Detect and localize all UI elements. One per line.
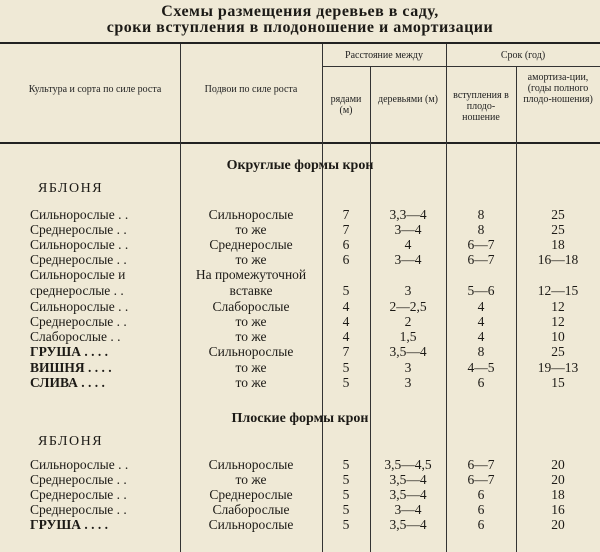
rootstock-cell: Сильнорослые — [208, 517, 294, 532]
fruiting-start-cell: 8 — [477, 207, 485, 222]
row-spacing-cell: 5 — [342, 502, 350, 517]
amortization-cell: 12 — [551, 299, 565, 314]
fruiting-start-cell: 5—6 — [467, 283, 495, 298]
table-row — [0, 344, 600, 359]
rootstock-cell: Среднерослые — [209, 237, 293, 252]
tree-spacing-cell: 1,5 — [399, 329, 417, 344]
header-distance: Расстояние между — [345, 50, 423, 61]
row-spacing-cell: 7 — [342, 344, 350, 359]
header-between-trees: деревьями (м) — [377, 94, 438, 105]
tree-spacing-cell: 3,5—4 — [389, 517, 427, 532]
tree-spacing-cell: 3,3—4 — [389, 207, 427, 222]
amortization-cell: 20 — [551, 517, 565, 532]
tree-spacing-cell: 2—2,5 — [389, 299, 427, 314]
culture-cell: Сильнорослые . . — [30, 299, 129, 314]
amortization-cell: 12—15 — [537, 283, 579, 298]
rootstock-cell: Среднерослые — [209, 487, 293, 502]
row-spacing-cell: 5 — [342, 375, 350, 390]
table-row — [0, 299, 600, 314]
fruiting-start-cell: 8 — [477, 344, 485, 359]
culture-cell: Слаборослые . . — [30, 329, 121, 344]
rootstock-cell: то же — [235, 314, 267, 329]
table-row — [0, 267, 600, 282]
tree-spacing-cell: 3,5—4 — [389, 487, 427, 502]
table-row — [0, 375, 600, 390]
table-row — [0, 457, 600, 472]
header-term: Срок (год) — [500, 50, 546, 61]
tree-spacing-cell: 3 — [404, 375, 412, 390]
table-row — [0, 314, 600, 329]
culture-cell: Среднерослые . . — [30, 252, 127, 267]
tree-spacing-cell: 4 — [404, 237, 412, 252]
tree-spacing-cell: 2 — [404, 314, 412, 329]
row-spacing-cell: 5 — [342, 457, 350, 472]
culture-cell: Сильнорослые и — [30, 267, 126, 282]
row-spacing-cell: 5 — [342, 517, 350, 532]
fruiting-start-cell: 4 — [477, 299, 485, 314]
amortization-cell: 25 — [551, 344, 565, 359]
row-spacing-cell: 7 — [342, 207, 350, 222]
header-entry: вступления в плодо-ношение — [453, 90, 509, 123]
rootstock-cell: Сильнорослые — [208, 457, 294, 472]
table-title-line-1: Схемы размещения деревьев в саду, — [161, 3, 439, 20]
fruiting-start-cell: 6—7 — [467, 457, 495, 472]
distance-underline — [322, 66, 446, 67]
section-title-flat: Плоские формы крон — [231, 411, 369, 426]
rootstock-cell: то же — [235, 375, 267, 390]
row-spacing-cell: 4 — [342, 299, 350, 314]
row-spacing-cell: 5 — [342, 472, 350, 487]
culture-cell: Сильнорослые . . — [30, 237, 129, 252]
row-spacing-cell: 7 — [342, 222, 350, 237]
table-row — [0, 517, 600, 532]
rootstock-cell: то же — [235, 360, 267, 375]
culture-cell: ВИШНЯ . . . . — [30, 360, 112, 375]
fruiting-start-cell: 8 — [477, 222, 485, 237]
tree-spacing-cell: 3,5—4 — [389, 472, 427, 487]
row-spacing-cell: 5 — [342, 283, 350, 298]
table-row — [0, 472, 600, 487]
table-title-line-2: сроки вступления в плодоношение и амортизации — [106, 19, 494, 36]
row-spacing-cell: 5 — [342, 487, 350, 502]
fruiting-start-cell: 6—7 — [467, 237, 495, 252]
fruiting-start-cell: 6 — [477, 375, 485, 390]
amortization-cell: 18 — [551, 237, 565, 252]
tree-spacing-cell: 3—4 — [394, 252, 422, 267]
row-spacing-cell: 6 — [342, 252, 350, 267]
tree-spacing-cell: 3—4 — [394, 502, 422, 517]
table-row — [0, 502, 600, 517]
rootstock-cell: вставке — [229, 283, 273, 298]
group-label-apple: ЯБЛОНЯ — [38, 181, 104, 196]
culture-cell: Среднерослые . . — [30, 222, 127, 237]
amortization-cell: 12 — [551, 314, 565, 329]
header-bottom-rule — [0, 142, 600, 144]
amortization-cell: 20 — [551, 472, 565, 487]
fruiting-start-cell: 4 — [477, 329, 485, 344]
row-spacing-cell: 4 — [342, 329, 350, 344]
fruiting-start-cell: 6—7 — [467, 472, 495, 487]
culture-cell: ГРУША . . . . — [30, 517, 108, 532]
tree-spacing-cell: 3,5—4,5 — [384, 457, 432, 472]
amortization-cell: 20 — [551, 457, 565, 472]
rootstock-cell: Слаборослые — [212, 299, 290, 314]
header-rootstock: Подвои по силе роста — [204, 84, 298, 95]
culture-cell: Сильнорослые . . — [30, 457, 129, 472]
rootstock-cell: Сильнорослые — [208, 344, 294, 359]
amortization-cell: 18 — [551, 487, 565, 502]
rootstock-cell: Слаборослые — [212, 502, 290, 517]
section-title-round: Округлые формы крон — [226, 158, 374, 173]
amortization-cell: 19—13 — [537, 360, 579, 375]
rootstock-cell: то же — [235, 472, 267, 487]
rootstock-cell: На промежуточной — [195, 267, 307, 282]
amortization-cell: 16 — [551, 502, 565, 517]
amortization-cell: 10 — [551, 329, 565, 344]
header-amort: амортиза-ции, (годы полного плодо-ношения) — [523, 72, 593, 105]
culture-cell: Среднерослые . . — [30, 502, 127, 517]
row-spacing-cell: 5 — [342, 360, 350, 375]
row-spacing-cell: 6 — [342, 237, 350, 252]
amortization-cell: 16—18 — [537, 252, 579, 267]
table-row — [0, 283, 600, 298]
table-row — [0, 487, 600, 502]
group-label-apple: ЯБЛОНЯ — [38, 434, 104, 449]
table-row — [0, 237, 600, 252]
fruiting-start-cell: 6 — [477, 502, 485, 517]
rootstock-cell: то же — [235, 252, 267, 267]
tree-spacing-cell: 3,5—4 — [389, 344, 427, 359]
fruiting-start-cell: 6—7 — [467, 252, 495, 267]
table-row — [0, 252, 600, 267]
tree-spacing-cell: 3—4 — [394, 222, 422, 237]
header-between-rows: рядами (м) — [330, 94, 362, 116]
table-row — [0, 222, 600, 237]
fruiting-start-cell: 4—5 — [467, 360, 495, 375]
culture-cell: Среднерослые . . — [30, 314, 127, 329]
table-row — [0, 360, 600, 375]
header-culture: Культура и сорта по силе роста — [28, 84, 162, 95]
rootstock-cell: то же — [235, 329, 267, 344]
amortization-cell: 15 — [551, 375, 565, 390]
amortization-cell: 25 — [551, 207, 565, 222]
table-row — [0, 329, 600, 344]
culture-cell: Среднерослые . . — [30, 487, 127, 502]
culture-cell: ГРУША . . . . — [30, 344, 108, 359]
table-row — [0, 207, 600, 222]
fruiting-start-cell: 6 — [477, 517, 485, 532]
culture-cell: Среднерослые . . — [30, 472, 127, 487]
fruiting-start-cell: 4 — [477, 314, 485, 329]
tree-spacing-cell: 3 — [404, 360, 412, 375]
fruiting-start-cell: 6 — [477, 487, 485, 502]
term-underline — [446, 66, 600, 67]
amortization-cell: 25 — [551, 222, 565, 237]
rootstock-cell: то же — [235, 222, 267, 237]
culture-cell: Сильнорослые . . — [30, 207, 129, 222]
rootstock-cell: Сильнорослые — [208, 207, 294, 222]
tree-spacing-cell: 3 — [404, 283, 412, 298]
culture-cell: среднерослые . . — [30, 283, 124, 298]
culture-cell: СЛИВА . . . . — [30, 375, 105, 390]
header-top-rule — [0, 42, 600, 44]
row-spacing-cell: 4 — [342, 314, 350, 329]
